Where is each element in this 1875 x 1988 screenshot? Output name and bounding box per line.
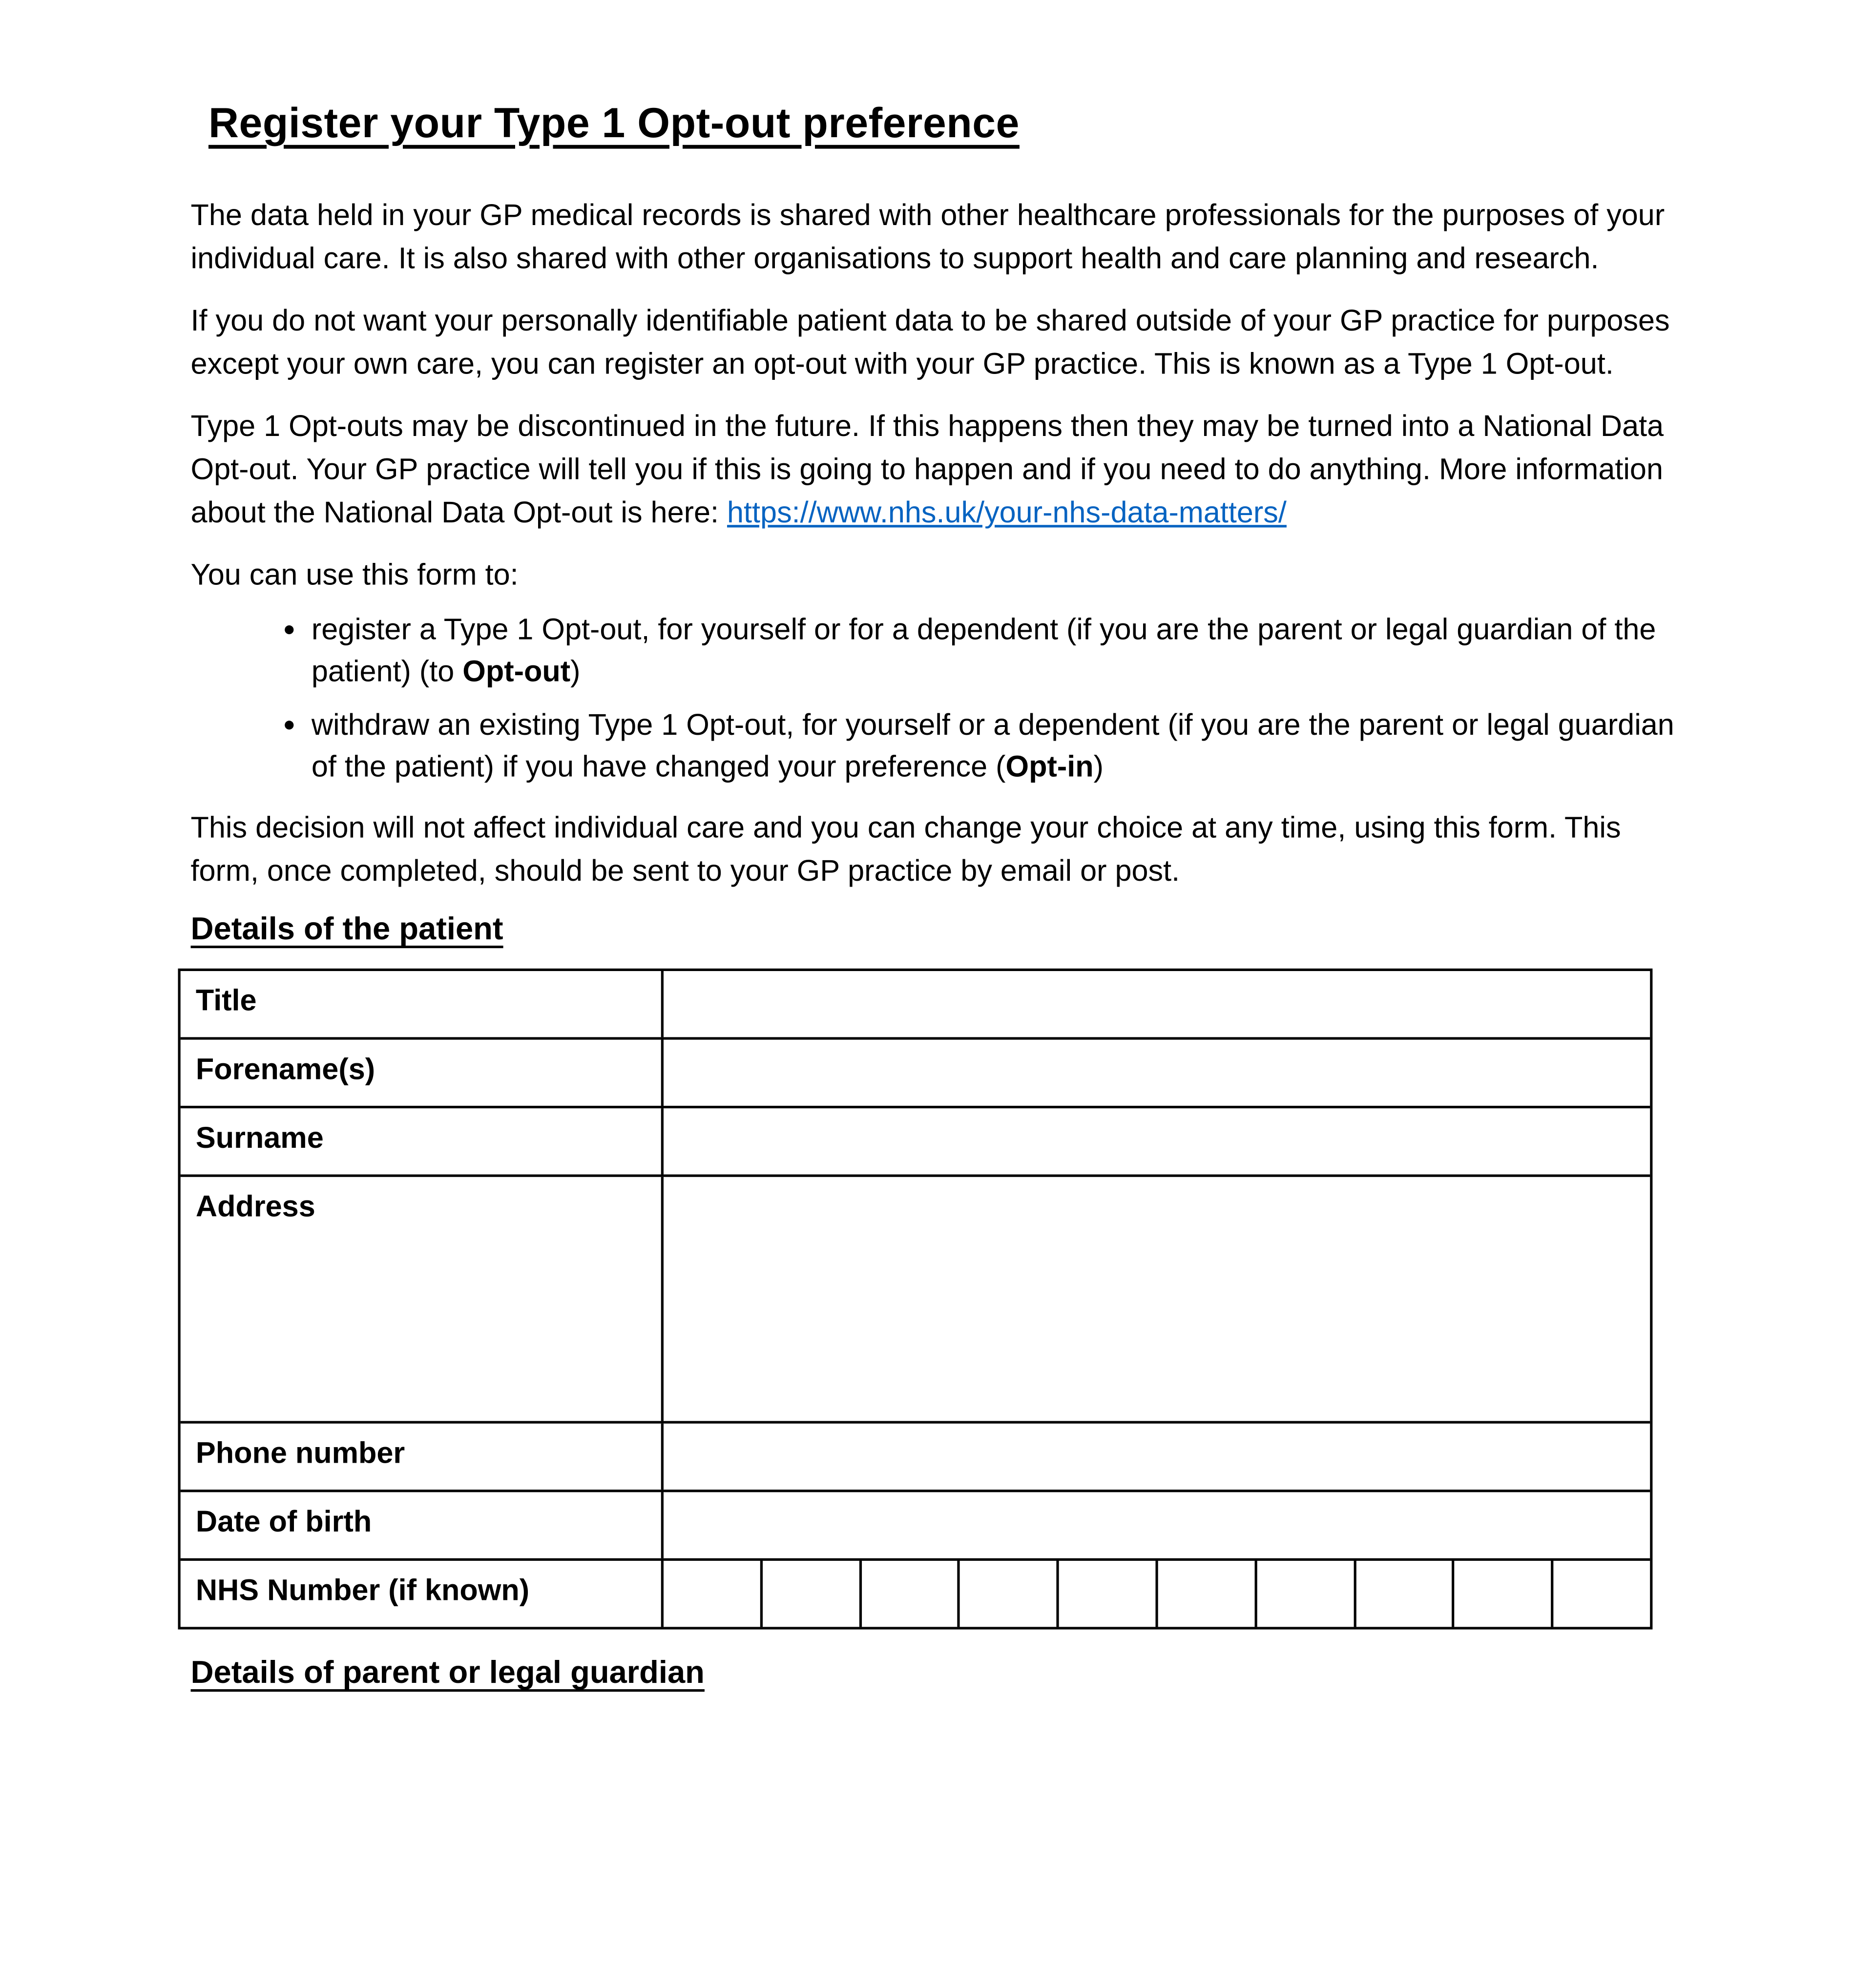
field-label-surname: Surname xyxy=(181,1108,664,1174)
form-usage-intro: You can use this form to: xyxy=(190,558,519,591)
field-input-dob[interactable] xyxy=(664,1492,1650,1558)
table-row-dob xyxy=(181,1492,1650,1561)
nhs-digit-box[interactable] xyxy=(664,1561,760,1627)
table-row-nhs-number xyxy=(181,1561,1650,1627)
nhs-digit-box[interactable] xyxy=(859,1561,958,1627)
optout-explainer-paragraph: If you do not want your personally identifiable patient data to be shared outside of your GP practice for purposes except your own care, you can register an opt-out with your GP practice. This is known as a Type 1 Opt-out. xyxy=(190,304,1670,380)
nhs-digit-box[interactable] xyxy=(1551,1561,1650,1627)
guardian-details-heading: Details of parent or legal guardian xyxy=(190,1655,705,1691)
discontinuation-text: Type 1 Opt-outs may be discontinued in the future. If this happens then they may be turned into a National Data Opt-out. Your GP practice will tell you if this is going to happen and if you need to do anything. More information about the National Data Opt-out is here: xyxy=(190,409,1664,529)
field-label-nhs-number: NHS Number (if known) xyxy=(181,1561,664,1627)
bullet-register-optout xyxy=(312,609,1685,693)
nhs-digit-box[interactable] xyxy=(958,1561,1057,1627)
bullet-withdraw-text: withdraw an existing Type 1 Opt-out, for yourself or a dependent (if you are the parent or legal guardian of the patient) if you have changed your preference ( xyxy=(311,708,1674,783)
field-input-title[interactable] xyxy=(664,971,1650,1037)
nhs-digit-box[interactable] xyxy=(1452,1561,1551,1627)
field-label-phone: Phone number xyxy=(181,1424,664,1490)
field-label-forenames: Forename(s) xyxy=(181,1040,664,1106)
field-input-phone[interactable] xyxy=(664,1424,1650,1490)
nhs-number-boxes xyxy=(664,1561,1650,1627)
bullet-register-suffix: ) xyxy=(570,654,581,688)
nhs-digit-box[interactable] xyxy=(1254,1561,1354,1627)
field-label-address: Address xyxy=(181,1177,664,1421)
nhs-digit-box[interactable] xyxy=(760,1561,859,1627)
decision-paragraph: This decision will not affect individual care and you can change your choice at any time, using this form. This form, once completed, should be sent to your GP practice by email or post. xyxy=(190,810,1621,888)
patient-details-table xyxy=(178,969,1652,1630)
field-label-dob: Date of birth xyxy=(181,1492,664,1558)
form-uses-list xyxy=(191,609,1685,788)
bullet-register-bold: Opt-out xyxy=(462,654,571,688)
table-row-title xyxy=(181,971,1650,1040)
discontinuation-paragraph xyxy=(191,404,1685,534)
field-input-forenames[interactable] xyxy=(664,1040,1650,1106)
field-input-address[interactable] xyxy=(664,1177,1650,1421)
table-row-phone xyxy=(181,1424,1650,1492)
nhs-digit-box[interactable] xyxy=(1155,1561,1254,1627)
bullet-withdraw-bold: Opt-in xyxy=(1005,750,1094,783)
bullet-withdraw-optout xyxy=(312,704,1685,788)
table-row-address xyxy=(181,1177,1650,1424)
nhs-data-matters-link[interactable]: https://www.nhs.uk/your-nhs-data-matters/ xyxy=(727,496,1287,529)
bullet-withdraw-suffix: ) xyxy=(1093,750,1104,783)
page-title: Register your Type 1 Opt-out preference xyxy=(208,99,1020,146)
nhs-digit-box[interactable] xyxy=(1057,1561,1156,1627)
intro-paragraph: The data held in your GP medical records is shared with other healthcare professionals for the purposes of your individual care. It is also shared with other organisations to support health and care planning and research. xyxy=(190,198,1665,275)
bullet-register-text: register a Type 1 Opt-out, for yourself or for a dependent (if you are the parent or legal guardian of the patient) (to xyxy=(311,612,1656,688)
field-label-title: Title xyxy=(181,971,664,1037)
table-row-surname xyxy=(181,1108,1650,1177)
table-row-forenames xyxy=(181,1040,1650,1109)
field-input-surname[interactable] xyxy=(664,1108,1650,1174)
patient-details-heading: Details of the patient xyxy=(190,911,503,947)
nhs-digit-box[interactable] xyxy=(1354,1561,1453,1627)
